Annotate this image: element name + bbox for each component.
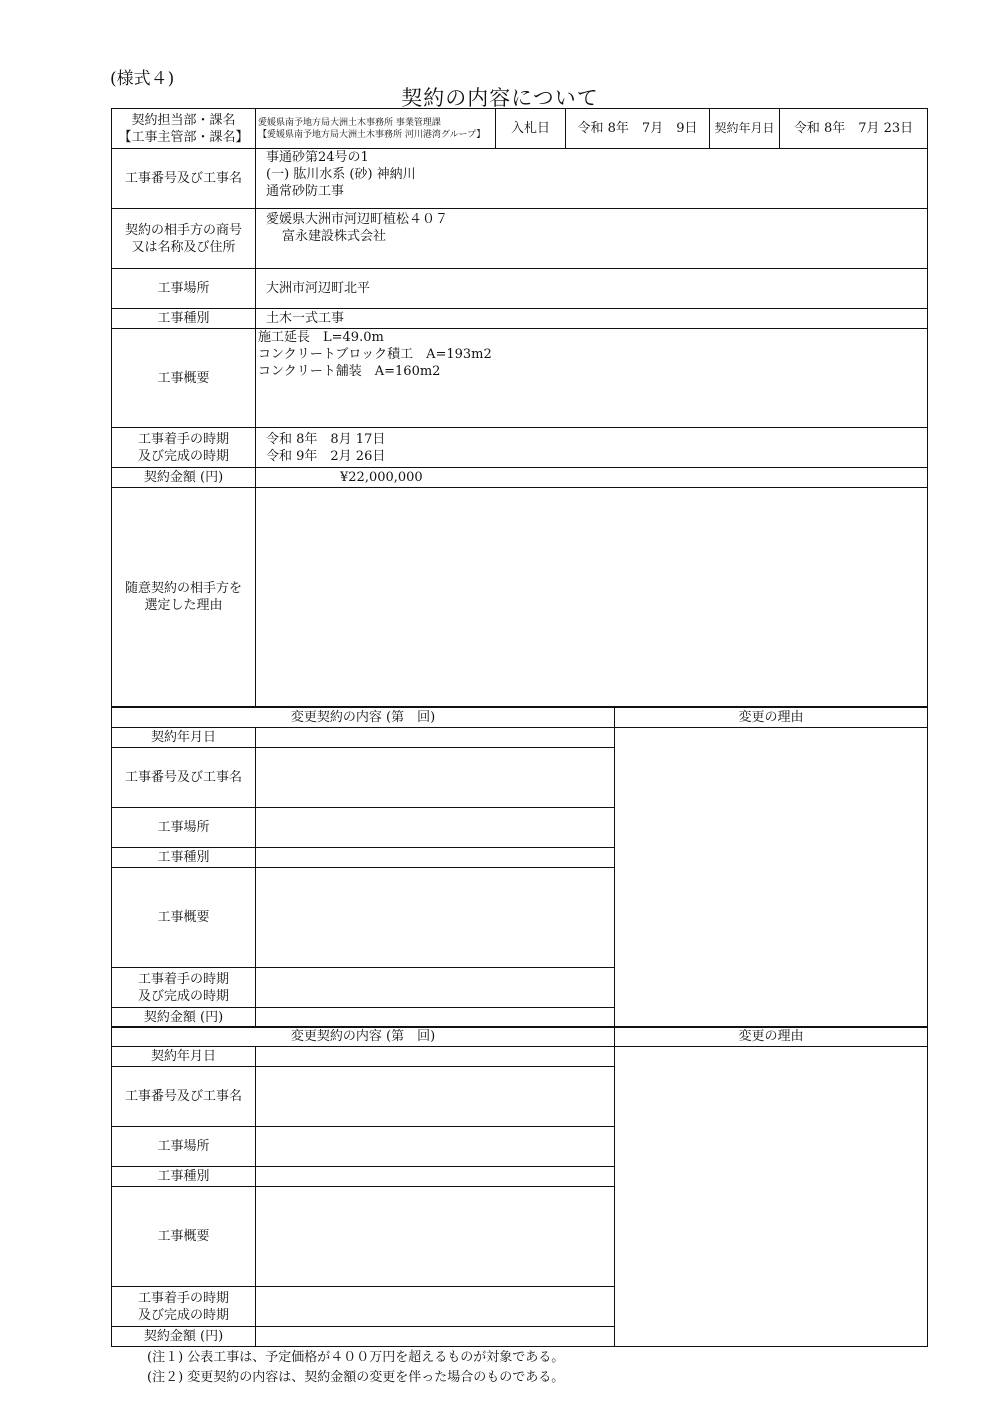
- change-period-value: [256, 1287, 615, 1327]
- change-type-value: [256, 848, 615, 868]
- change-summary-value: [256, 1187, 615, 1287]
- change-summary-label: 工事概要: [112, 868, 256, 968]
- note-2: (注２) 変更契約の内容は、契約金額の変更を伴った場合のものである。: [147, 1370, 565, 1385]
- dept-label-cell: [112, 109, 256, 149]
- change-section-2: [111, 1026, 928, 1347]
- change-section-1: [111, 707, 928, 1028]
- change-amount-value: [256, 1008, 615, 1028]
- dept-label-2: 【工事主管部・課名】: [118, 129, 249, 145]
- change-type-value: [256, 1167, 615, 1187]
- amount-value: ¥22,000,000: [256, 468, 928, 488]
- change-work-no-name-value: [256, 748, 615, 808]
- main-table: [111, 148, 928, 707]
- page-title: 契約の内容について: [401, 86, 599, 110]
- dept-value-1: 愛媛県南予地方局大洲土木事務所 事業管理課: [258, 117, 441, 128]
- dept-label-1: 契約担当部・課名: [131, 112, 236, 128]
- change-period-label-1: 工事着手の時期: [137, 971, 229, 987]
- contractor-address: 愛媛県大洲市河辺町植松４０７: [266, 212, 449, 227]
- work-no-line-3: 通常砂防工事: [266, 184, 345, 199]
- change-work-no-name-value: [256, 1067, 615, 1127]
- bid-date-value: 令和 8年 7月 9日: [566, 109, 710, 149]
- change-content-header: 変更契約の内容 (第 回): [112, 1027, 615, 1047]
- period-end: 令和 9年 2月 26日: [266, 448, 386, 464]
- contractor-label-cell: [112, 209, 256, 269]
- type-label: 工事種別: [112, 309, 256, 329]
- change-amount-value: [256, 1327, 615, 1347]
- summary-line-3: コンクリート舗装 A=160m2: [258, 364, 441, 379]
- site-label: 工事場所: [112, 269, 256, 309]
- period-cell: [256, 428, 928, 468]
- site-value: 大洲市河辺町北平: [256, 269, 928, 309]
- change-site-value: [256, 1127, 615, 1167]
- reason-label-cell: [112, 488, 256, 707]
- work-no-line-1: 事通砂第24号の1: [266, 150, 369, 165]
- change-contract-date-value: [256, 1047, 615, 1067]
- dept-value-2: 【愛媛県南予地方局大洲土木事務所 河川港湾グループ】: [258, 129, 486, 140]
- header-table: [111, 108, 928, 149]
- summary-label: 工事概要: [112, 329, 256, 428]
- change-summary-value: [256, 868, 615, 968]
- change-reason-header: 変更の理由: [615, 708, 928, 728]
- change-reason-cell: [615, 1047, 928, 1347]
- work-no-line-2: (一) 肱川水系 (砂) 神納川: [266, 167, 416, 182]
- change-contract-date-value: [256, 728, 615, 748]
- work-no-name-label: 工事番号及び工事名: [112, 149, 256, 209]
- summary-cell: [256, 329, 928, 428]
- period-label-cell: [112, 428, 256, 468]
- change-period-label-cell: [112, 968, 256, 1008]
- change-summary-label: 工事概要: [112, 1187, 256, 1287]
- change-contract-date-label: 契約年月日: [112, 1047, 256, 1067]
- change-period-label-2: 及び完成の時期: [137, 988, 229, 1004]
- period-start: 令和 8年 8月 17日: [266, 431, 386, 447]
- reason-value-cell: [256, 488, 928, 707]
- contractor-name: 富永建設株式会社: [282, 229, 387, 244]
- work-no-name-cell: [256, 149, 928, 209]
- change-reason-header: 変更の理由: [615, 1027, 928, 1047]
- amount-label: 契約金額 (円): [112, 468, 256, 488]
- change-site-label: 工事場所: [112, 1127, 256, 1167]
- summary-line-1: 施工延長 L=49.0m: [258, 330, 384, 345]
- change-period-label-cell: [112, 1287, 256, 1327]
- change-contract-date-label: 契約年月日: [112, 728, 256, 748]
- bid-date-label: 入札日: [496, 109, 566, 149]
- form-number-label: (様式４): [110, 69, 175, 89]
- change-amount-label: 契約金額 (円): [112, 1008, 256, 1028]
- contract-date-value: 令和 8年 7月 23日: [780, 109, 928, 149]
- period-label-2: 及び完成の時期: [137, 448, 229, 464]
- type-value: 土木一式工事: [256, 309, 928, 329]
- dept-value-cell: [256, 109, 496, 149]
- change-type-label: 工事種別: [112, 1167, 256, 1187]
- change-work-no-name-label: 工事番号及び工事名: [112, 1067, 256, 1127]
- change-content-header: 変更契約の内容 (第 回): [112, 708, 615, 728]
- contractor-label-2: 又は名称及び住所: [131, 239, 236, 255]
- change-period-label-1: 工事着手の時期: [137, 1290, 229, 1306]
- change-period-value: [256, 968, 615, 1008]
- reason-label-1: 随意契約の相手方を: [124, 581, 242, 596]
- change-period-label-2: 及び完成の時期: [137, 1307, 229, 1323]
- change-work-no-name-label: 工事番号及び工事名: [112, 748, 256, 808]
- notes: [147, 1348, 564, 1388]
- note-1: (注１) 公表工事は、予定価格が４００万円を超えるものが対象である。: [147, 1350, 565, 1365]
- contract-date-label: 契約年月日: [710, 109, 780, 149]
- change-reason-cell: [615, 728, 928, 1028]
- change-site-label: 工事場所: [112, 808, 256, 848]
- contractor-cell: [256, 209, 928, 269]
- change-amount-label: 契約金額 (円): [112, 1327, 256, 1347]
- change-type-label: 工事種別: [112, 848, 256, 868]
- contractor-label-1: 契約の相手方の商号: [124, 222, 242, 238]
- summary-line-2: コンクリートブロック積工 A=193m2: [258, 347, 492, 362]
- change-site-value: [256, 808, 615, 848]
- reason-label-2: 選定した理由: [144, 598, 223, 613]
- period-label-1: 工事着手の時期: [137, 431, 229, 447]
